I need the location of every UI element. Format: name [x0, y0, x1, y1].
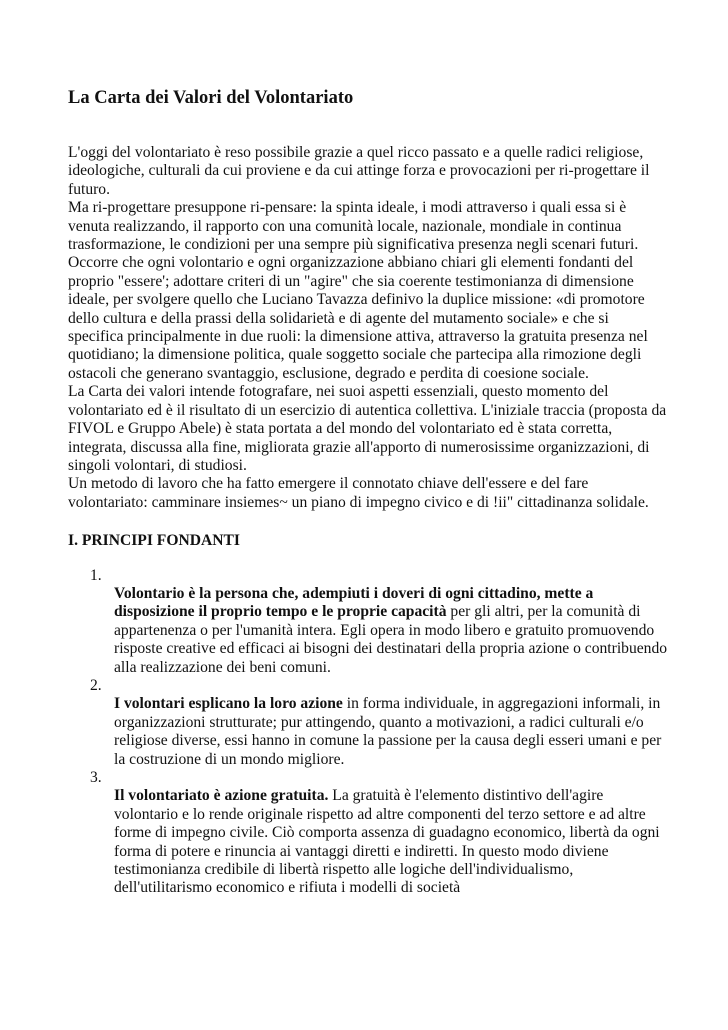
list-item-number: 1. — [90, 566, 102, 584]
list-item-text: in forma individuale, in aggregazioni informali, in organizzazioni strutturate; pur attingendo, quanto a motivazioni, a radici culturali e/o religiose diverse, essi hanno in comune la passione per la causa degli esseri umani e per la costruzione di un mondo migliore. — [114, 695, 662, 768]
intro-paragraph: Un metodo di lavoro che ha fatto emergere il connotato chiave dell'essere e del fare volontariato: camminare insiemes~ un piano di impegno civico e di !ii" cittadinanza solidale. — [68, 475, 649, 511]
list-item-lead: I volontari esplicano la loro azione — [114, 695, 343, 713]
list-item-text: per gli altri, per la comunità di appartenenza o per l'umanità intera. Egli opera in modo libero e gratuito promuovendo risposte creative ed efficaci ai bisogni dei destinatari della propria azione o contribuendo alla realizzazione dei beni comuni. — [114, 603, 668, 676]
list-item-body — [114, 567, 668, 677]
document-title: La Carta dei Valori del Volontariato — [68, 88, 354, 108]
list-item-number: 3. — [90, 768, 102, 786]
document-page — [68, 86, 668, 898]
principles-list — [68, 567, 668, 898]
list-item — [68, 567, 668, 677]
list-item-body — [114, 769, 668, 898]
section-heading: I. PRINCIPI FONDANTI — [68, 532, 240, 550]
intro-paragraph: Ma ri-progettare presuppone ri-pensare: la spinta ideale, i modi attraverso i quali essa si è venuta realizzando, il rapporto con una comunità locale, nazionale, mondiale in continua trasformazione, le condizioni per una sempre più significativa presenza negli scenari futuri. — [68, 199, 639, 254]
intro-paragraph: La Carta dei valori intende fotografare, nei suoi aspetti essenziali, questo momento del volontariato ed è il risultato di un esercizio di autentica collettiva. L'iniziale traccia (proposta da FIVOL e Gruppo Abele) è stata portata a del mondo del volontariato ed è stata corretta, integrata, discussa alla fine, migliorata grazie all'apporto di numerosissime organizzazioni, di singoli volontari, di studiosi. — [68, 383, 667, 474]
list-item-number: 2. — [90, 676, 102, 694]
intro-section — [68, 144, 668, 512]
list-item-text: La gratuità è l'elemento distintivo dell'agire volontario e lo rende originale rispetto ad altre componenti del terzo settore e ad altre forme di impegno civile. Ciò comporta assenza di guadagno economico, libertà da ogni forma di potere e rinuncia ai vantaggi diretti e indiretti. In questo modo diviene testimonianza credibile di libertà rispetto alle logiche dell'individualismo, dell'utilitarismo economico e rifiuta i modelli di società — [114, 787, 660, 897]
list-item-lead: Volontario è la persona che, adempiuti i doveri di ogni cittadino, mette a disposizione il proprio tempo e le proprie capacità — [114, 584, 594, 621]
list-item — [68, 769, 668, 898]
list-item — [68, 677, 668, 769]
list-item-lead: Il volontariato è azione gratuita. — [114, 787, 329, 805]
intro-paragraph: L'oggi del volontariato è reso possibile grazie a quel ricco passato e a quelle radici religiose, ideologiche, culturali da cui proviene e da cui attinge forza e provocazioni per ri-progettare il futuro. — [68, 144, 650, 198]
intro-paragraph: Occorre che ogni volontario e ogni organizzazione abbiano chiari gli elementi fondanti del proprio "essere'; adottare criteri di un "agire" che sia coerente testimonianza di dimensione ideale, per svolgere quello che Luciano Tavazza definivo la duplice missione: «di promotore dello cultura e della prassi della solidarietà e di agente del mutamento sociale» e che si specifica principalmente in due ruoli: la dimensione attiva, attraverso la gratuita presenza nel quotidiano; la dimensione politica, quale soggetto sociale che partecipa alla rimozione degli ostacoli che generano svantaggio, esclusione, degrado e perdita di coesione sociale. — [68, 254, 648, 382]
list-item-body — [114, 677, 668, 769]
